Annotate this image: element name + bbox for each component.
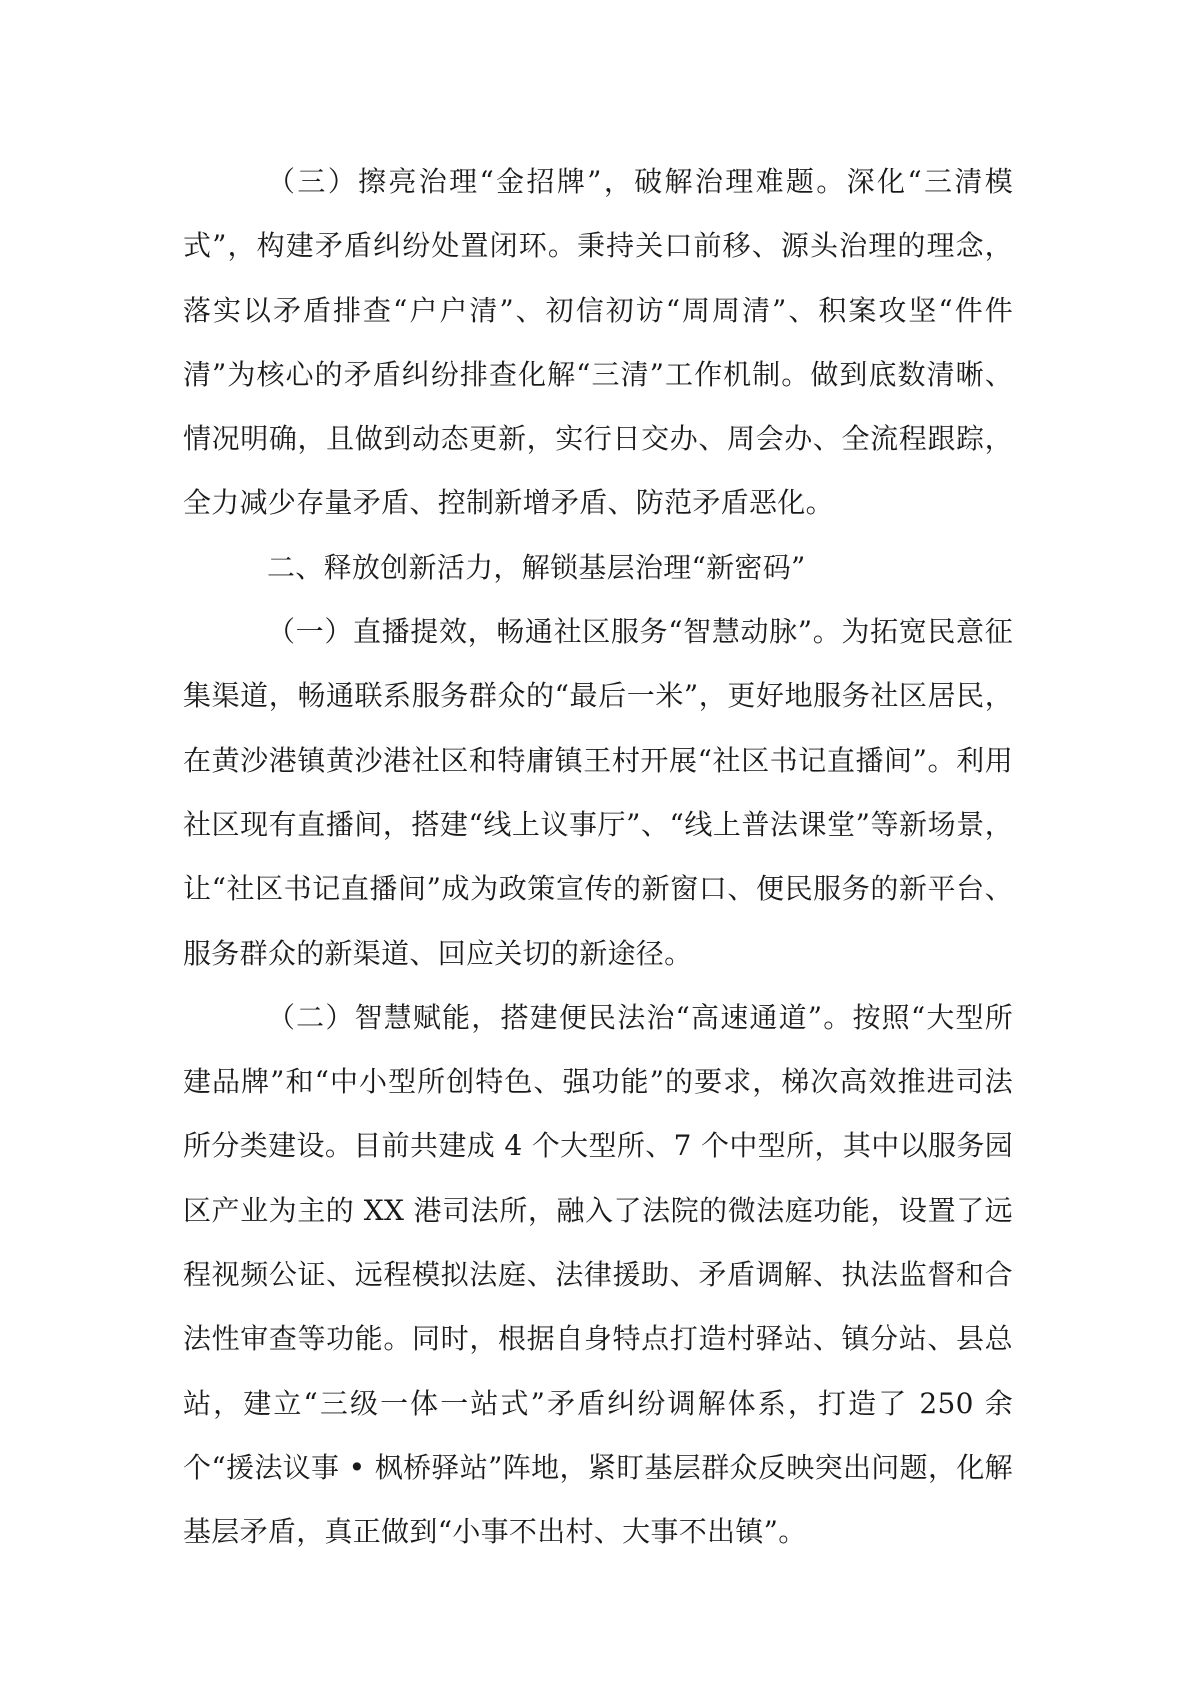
- paragraph-section-three-governance: （三）擦亮治理“金招牌”，破解治理难题。深化“三清模式”，构建矛盾纠纷处置闭环。秉持关口前移、源头治理的理念，落实以矛盾排查“户户清”、初信初访“周周清”、积案攻坚“件件清”为核心的矛盾纠纷排查化解“三清”工作机制。做到底数清晰、情况明确，且做到动态更新，实行日交办、周会办、全流程跟踪，全力减少存量矛盾、控制新增矛盾、防范矛盾恶化。: [183, 165, 1013, 520]
- paragraph-smart-legal: （二）智慧赋能，搭建便民法治“高速通道”。按照“大型所建品牌”和“中小型所创特色、强功能”的要求，梯次高效推进司法所分类建设。目前共建成 4 个大型所、7 个中型所，其中以服务园区产业为主的 XX 港司法所，融入了法院的微法庭功能，设置了远程视频公证、远程模拟法庭、法律援助、矛盾调解、执法监督和合法性审查等功能。同时，根据自身特点打造村驿站、镇分站、县总站，建立“三级一体一站式”矛盾纠纷调解体系，打造了 250 余个“援法议事 • 枫桥驿站”阵地，紧盯基层群众反映突出问题，化解基层矛盾，真正做到“小事不出村、大事不出镇”。: [183, 1000, 1013, 1549]
- section-heading-two: 二、释放创新活力，解锁基层治理“新密码”: [267, 550, 806, 584]
- document-body: [183, 150, 1013, 1565]
- paragraph-live-streaming: （一）直播提效，畅通社区服务“智慧动脉”。为拓宽民意征集渠道，畅通联系服务群众的“最后一米”，更好地服务社区居民，在黄沙港镇黄沙港社区和特庸镇王村开展“社区书记直播间”。利用社区现有直播间，搭建“线上议事厅”、“线上普法课堂”等新场景，让“社区书记直播间”成为政策宣传的新窗口、便民服务的新平台、服务群众的新渠道、回应关切的新途径。: [183, 615, 1013, 970]
